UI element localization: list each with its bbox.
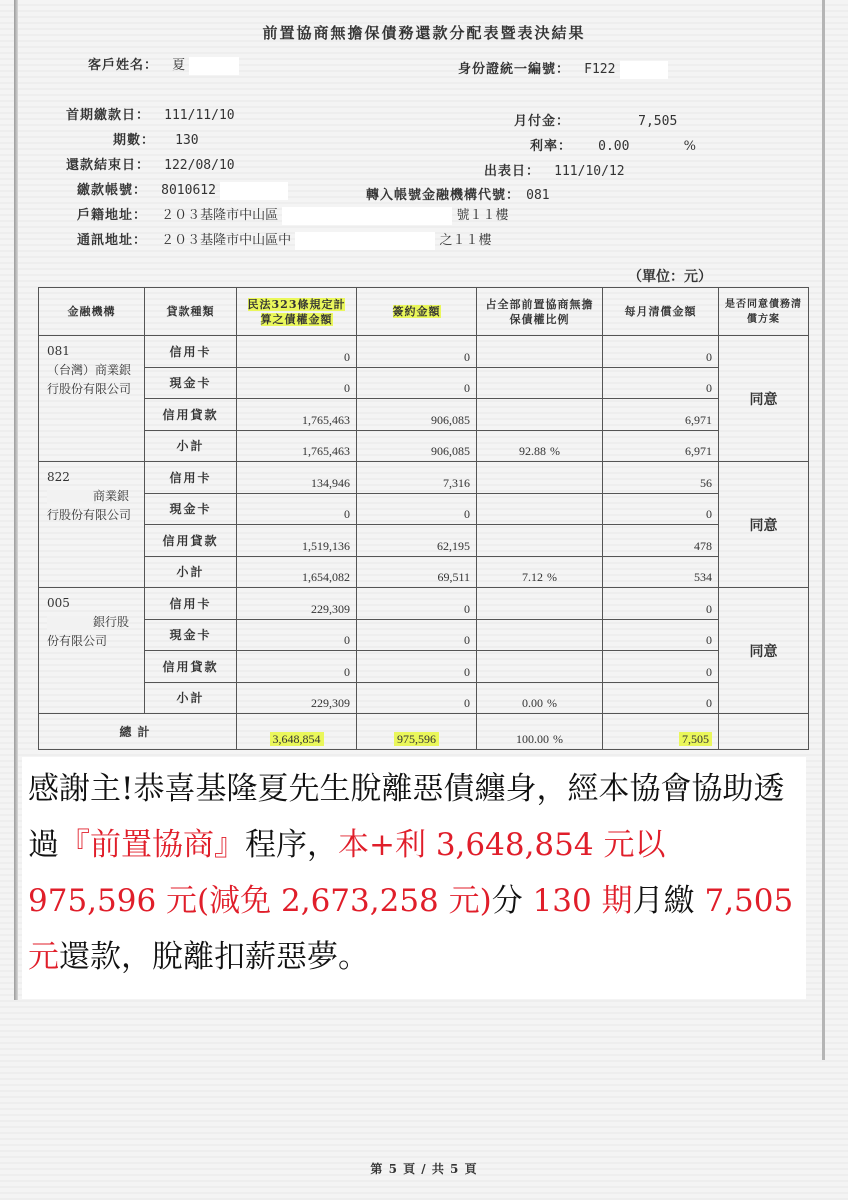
bank-name-text: 銀行股份有限公司 bbox=[47, 615, 130, 648]
signed-amount: 0 bbox=[357, 651, 477, 683]
allocation-table bbox=[38, 287, 809, 750]
address2-field bbox=[77, 229, 491, 250]
agree-cell: 同意 bbox=[719, 336, 809, 462]
monthly-amount: 0 bbox=[603, 367, 719, 399]
ratio bbox=[477, 367, 603, 399]
table-row bbox=[39, 493, 809, 525]
legal-amount: 229,309 bbox=[237, 588, 357, 620]
congratulation-note bbox=[22, 757, 806, 999]
table-header-row bbox=[39, 288, 809, 336]
periods-value: 130 bbox=[175, 133, 199, 148]
periods-label: 期數： bbox=[113, 133, 156, 148]
customer-name-field bbox=[88, 54, 239, 75]
total-signed bbox=[357, 714, 477, 750]
legal-amount: 0 bbox=[237, 619, 357, 651]
ratio bbox=[477, 682, 603, 714]
signed-amount: 906,085 bbox=[357, 430, 477, 462]
account-value: 8010612 bbox=[161, 183, 216, 198]
signed-amount: 0 bbox=[357, 493, 477, 525]
table-row bbox=[39, 588, 809, 620]
monthly-amount: 0 bbox=[603, 651, 719, 683]
print-date-value: 111/10/12 bbox=[554, 164, 625, 179]
header-type: 貸款種類 bbox=[145, 288, 237, 336]
address2-end: 之１１樓 bbox=[439, 233, 492, 248]
id-field bbox=[458, 58, 668, 79]
transfer-label: 轉入帳號金融機構代號： bbox=[366, 188, 521, 203]
note-text-8: 7,505 元 bbox=[28, 883, 794, 975]
table-row bbox=[39, 462, 809, 494]
first-pay-field bbox=[66, 104, 235, 123]
redaction bbox=[47, 490, 93, 504]
print-date-label: 出表日： bbox=[484, 164, 541, 179]
loan-type: 小計 bbox=[145, 430, 237, 462]
monthly-label: 月付金： bbox=[514, 114, 571, 129]
legal-amount: 0 bbox=[237, 367, 357, 399]
total-legal bbox=[237, 714, 357, 750]
redaction bbox=[282, 207, 452, 225]
total-ratio bbox=[477, 714, 603, 750]
signed-amount: 69,511 bbox=[357, 556, 477, 588]
total-ratio-value: 100.00 bbox=[516, 732, 549, 746]
end-date-field bbox=[66, 154, 235, 173]
bank-name-text: 商業銀行股份有限公司 bbox=[47, 489, 132, 522]
bank-cell bbox=[39, 588, 145, 714]
ratio bbox=[477, 493, 603, 525]
first-pay-value: 111/11/10 bbox=[164, 108, 235, 123]
note-text-6: 130 期 bbox=[532, 883, 633, 919]
monthly-field bbox=[514, 110, 677, 129]
loan-type: 現金卡 bbox=[145, 619, 237, 651]
loan-type: 現金卡 bbox=[145, 367, 237, 399]
ratio bbox=[477, 430, 603, 462]
agree-cell: 同意 bbox=[719, 588, 809, 714]
total-monthly-value: 7,505 bbox=[679, 732, 712, 746]
ratio-value: 7.12 bbox=[522, 570, 543, 584]
signed-amount: 0 bbox=[357, 588, 477, 620]
print-date-field bbox=[484, 160, 625, 179]
table-row bbox=[39, 367, 809, 399]
monthly-amount: 0 bbox=[603, 619, 719, 651]
total-monthly bbox=[603, 714, 719, 750]
bank-cell bbox=[39, 336, 145, 462]
header-signed bbox=[357, 288, 477, 336]
rate-label: 利率： bbox=[530, 139, 573, 154]
scan-shadow-right bbox=[822, 0, 825, 1060]
bank-code: 081 bbox=[47, 344, 70, 358]
account-label: 繳款帳號： bbox=[77, 183, 148, 198]
total-row bbox=[39, 714, 809, 750]
legal-amount: 1,519,136 bbox=[237, 525, 357, 557]
address1-end: 號１１樓 bbox=[456, 208, 509, 223]
monthly-amount: 6,971 bbox=[603, 399, 719, 431]
monthly-amount: 478 bbox=[603, 525, 719, 557]
address1-field bbox=[77, 204, 508, 225]
redaction bbox=[220, 182, 288, 200]
table-row bbox=[39, 556, 809, 588]
loan-type: 信用貸款 bbox=[145, 651, 237, 683]
rate-field bbox=[530, 135, 696, 154]
end-date-label: 還款結束日： bbox=[66, 158, 151, 173]
redaction bbox=[189, 57, 239, 75]
agree-cell: 同意 bbox=[719, 462, 809, 588]
note-text-9: 還款，脫離扣薪惡夢。 bbox=[59, 939, 369, 975]
rate-value: 0.00 bbox=[598, 139, 630, 154]
loan-type: 信用貸款 bbox=[145, 399, 237, 431]
document-title: 前置協商無擔保債務還款分配表暨表決結果 bbox=[262, 24, 586, 42]
transfer-value: 081 bbox=[526, 188, 550, 203]
note-text-7: 月繳 bbox=[632, 883, 705, 919]
signed-amount: 0 bbox=[357, 367, 477, 399]
unit-label: （單位：元） bbox=[628, 269, 712, 285]
loan-type: 信用貸款 bbox=[145, 525, 237, 557]
monthly-amount: 56 bbox=[603, 462, 719, 494]
note-text-3: 程序， bbox=[245, 827, 338, 863]
total-signed-value: 975,596 bbox=[394, 732, 439, 746]
signed-amount: 0 bbox=[357, 682, 477, 714]
address1-label: 戶籍地址： bbox=[77, 208, 148, 223]
legal-amount: 0 bbox=[237, 651, 357, 683]
note-text-2: 『前置協商』 bbox=[59, 827, 245, 863]
rate-unit: % bbox=[683, 139, 696, 154]
redaction bbox=[47, 616, 93, 630]
loan-type: 信用卡 bbox=[145, 462, 237, 494]
redaction bbox=[295, 232, 435, 250]
end-date-value: 122/08/10 bbox=[164, 158, 235, 173]
table-row bbox=[39, 651, 809, 683]
customer-name-value: 夏 bbox=[172, 58, 186, 73]
ratio bbox=[477, 462, 603, 494]
table-row bbox=[39, 399, 809, 431]
table-row bbox=[39, 525, 809, 557]
monthly-amount: 534 bbox=[603, 556, 719, 588]
header-legal bbox=[237, 288, 357, 336]
loan-type: 小計 bbox=[145, 556, 237, 588]
header-ratio: 占全部前置協商無擔保債權比例 bbox=[477, 288, 603, 336]
first-pay-label: 首期繳款日： bbox=[66, 108, 151, 123]
redaction bbox=[620, 61, 668, 79]
header-bank: 金融機構 bbox=[39, 288, 145, 336]
bank-cell bbox=[39, 462, 145, 588]
signed-amount: 0 bbox=[357, 336, 477, 368]
table-row bbox=[39, 430, 809, 462]
percent-sign: % bbox=[550, 444, 560, 458]
legal-amount: 1,765,463 bbox=[237, 430, 357, 462]
signed-amount: 62,195 bbox=[357, 525, 477, 557]
monthly-amount: 0 bbox=[603, 336, 719, 368]
legal-amount: 0 bbox=[237, 336, 357, 368]
legal-amount: 134,946 bbox=[237, 462, 357, 494]
customer-name-label: 客戶姓名： bbox=[88, 58, 159, 73]
ratio bbox=[477, 588, 603, 620]
bank-name bbox=[47, 487, 136, 525]
legal-amount: 229,309 bbox=[237, 682, 357, 714]
loan-type: 現金卡 bbox=[145, 493, 237, 525]
table-row bbox=[39, 682, 809, 714]
scan-shadow-left bbox=[14, 0, 18, 1000]
percent-sign: % bbox=[553, 732, 563, 746]
signed-amount: 906,085 bbox=[357, 399, 477, 431]
ratio bbox=[477, 651, 603, 683]
monthly-amount: 6,971 bbox=[603, 430, 719, 462]
header-legal-text: 民法323條規定計算之債權金額 bbox=[247, 297, 346, 326]
header-agree: 是否同意債務清償方案 bbox=[719, 288, 809, 336]
bank-code: 005 bbox=[47, 596, 70, 610]
id-value: F122 bbox=[584, 62, 616, 77]
total-agree bbox=[719, 714, 809, 750]
ratio-value: 92.88 bbox=[519, 444, 546, 458]
bank-name bbox=[47, 613, 136, 651]
periods-field bbox=[113, 129, 199, 148]
ratio bbox=[477, 525, 603, 557]
monthly-amount: 0 bbox=[603, 682, 719, 714]
ratio-value: 0.00 bbox=[522, 696, 543, 710]
loan-type: 信用卡 bbox=[145, 336, 237, 368]
note-text-4: 本+利 3,648,854 元以 975,596 元(減免 2,673,258 元) bbox=[28, 827, 666, 919]
note-text-5: 分 bbox=[491, 883, 533, 919]
percent-sign: % bbox=[547, 570, 557, 584]
ratio bbox=[477, 399, 603, 431]
ratio bbox=[477, 336, 603, 368]
bank-name: （台灣）商業銀行股份有限公司 bbox=[47, 363, 132, 396]
note-text-1: 感謝主!恭喜基隆夏先生脫離惡債纏身，經本協會協助透過 bbox=[28, 771, 785, 863]
monthly-value: 7,505 bbox=[638, 114, 678, 129]
id-label: 身份證統一編號： bbox=[458, 62, 571, 77]
signed-amount: 7,316 bbox=[357, 462, 477, 494]
loan-type: 小計 bbox=[145, 682, 237, 714]
monthly-amount: 0 bbox=[603, 588, 719, 620]
table-row bbox=[39, 336, 809, 368]
account-field bbox=[77, 179, 288, 200]
address1-start: ２０３基隆市中山區 bbox=[161, 208, 279, 223]
ratio bbox=[477, 619, 603, 651]
transfer-field bbox=[366, 184, 550, 203]
address2-start: ２０３基隆市中山區中 bbox=[161, 233, 292, 248]
table-row bbox=[39, 619, 809, 651]
monthly-amount: 0 bbox=[603, 493, 719, 525]
legal-amount: 1,765,463 bbox=[237, 399, 357, 431]
total-label: 總計 bbox=[39, 714, 237, 750]
percent-sign: % bbox=[547, 696, 557, 710]
address2-label: 通訊地址： bbox=[77, 233, 148, 248]
page-number: 第 5 頁 / 共 5 頁 bbox=[370, 1162, 478, 1176]
header-signed-text: 簽約金額 bbox=[392, 305, 441, 318]
ratio bbox=[477, 556, 603, 588]
bank-code: 822 bbox=[47, 470, 70, 484]
signed-amount: 0 bbox=[357, 619, 477, 651]
loan-type: 信用卡 bbox=[145, 588, 237, 620]
legal-amount: 1,654,082 bbox=[237, 556, 357, 588]
legal-amount: 0 bbox=[237, 493, 357, 525]
total-legal-value: 3,648,854 bbox=[270, 732, 324, 746]
header-monthly: 每月清償金額 bbox=[603, 288, 719, 336]
